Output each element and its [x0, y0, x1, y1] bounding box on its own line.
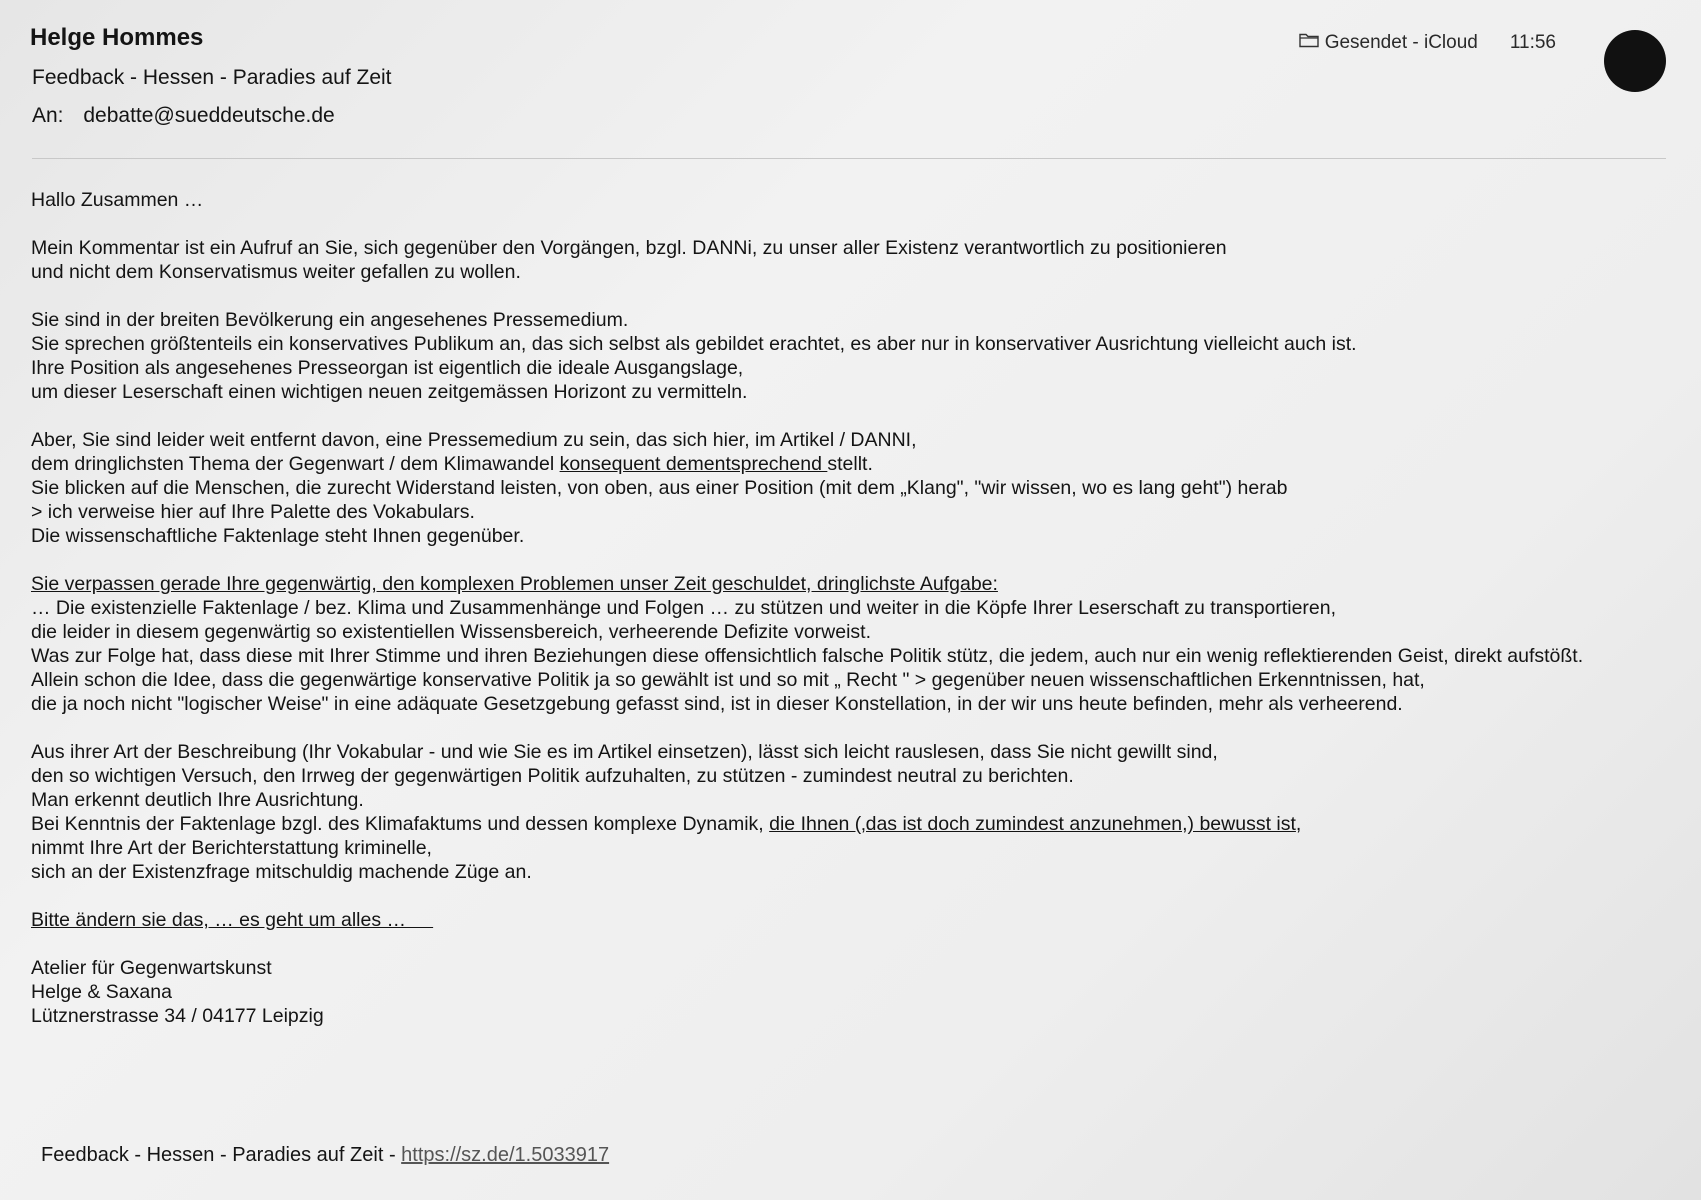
sender-name: Helge Hommes	[30, 24, 204, 51]
mail-meta	[1299, 32, 1556, 54]
paragraph-5	[31, 740, 1681, 884]
mail-subject: Feedback - Hessen - Paradies auf Zeit	[32, 66, 392, 89]
paragraph-3	[31, 428, 1681, 548]
signature-line: Atelier für Gegenwartskunst	[31, 957, 272, 979]
text-segment: Bei Kenntnis der Faktenlage bzgl. des Klimafaktums und dessen komplexe Dynamik,	[31, 813, 770, 835]
greeting: Hallo Zusammen …	[31, 189, 204, 211]
text-segment: stellt.	[827, 453, 873, 475]
text-line: Aber, Sie sind leider weit entfernt davon, eine Pressemedium zu sein, das sich hier, im Artikel / DANNI,	[31, 429, 917, 451]
mail-footer	[41, 1144, 609, 1167]
underlined-line: Sie verpassen gerade Ihre gegenwärtig, den komplexen Problemen unser Zeit geschuldet, dringlichste Aufgabe:	[31, 573, 998, 595]
recipient-label: An:	[32, 104, 64, 127]
text-segment: ,	[1295, 813, 1302, 835]
text-line	[31, 452, 1681, 476]
text-line: Allein schon die Idee, dass die gegenwärtige konservative Politik ja so gewählt ist und so mit „ Recht " > gegenüber neuen wissenschaftlichen Erkenntnissen, hat,	[31, 669, 1425, 691]
header-divider	[32, 158, 1666, 159]
article-link[interactable]: https://sz.de/1.5033917	[401, 1144, 610, 1166]
mail-time: 11:56	[1509, 32, 1556, 53]
paragraph-1	[31, 236, 1681, 284]
recipient-address[interactable]: debatte@sueddeutsche.de	[83, 104, 335, 127]
text-line: nimmt Ihre Art der Berichterstattung kriminelle,	[31, 837, 432, 859]
text-segment: dem dringlichsten Thema der Gegenwart / dem Klimawandel	[31, 453, 560, 475]
avatar	[1604, 30, 1666, 92]
text-line: um dieser Leserschaft einen wichtigen neuen zeitgemässen Horizont zu vermitteln.	[31, 381, 748, 403]
underlined-text: Bitte ändern sie das, … es geht um alles …	[31, 909, 434, 931]
closing-line	[31, 908, 1681, 932]
text-line: … Die existenzielle Faktenlage / bez. Klima und Zusammenhänge und Folgen … zu stützen und weiter in die Köpfe Ihrer Leserschaft zu transportieren,	[31, 597, 1337, 619]
text-line: > ich verweise hier auf Ihre Palette des Vokabulars.	[31, 501, 475, 523]
mail-header	[30, 24, 1671, 144]
text-line: die leider in diesem gegenwärtig so existentiellen Wissensbereich, verheerende Defizite vorweist.	[31, 621, 872, 643]
mailbox-folder[interactable]: Gesendet - iCloud	[1324, 32, 1478, 53]
text-line: und nicht dem Konservatismus weiter gefallen zu wollen.	[31, 261, 521, 283]
text-line: den so wichtigen Versuch, den Irrweg der gegenwärtigen Politik aufzuhalten, zu stützen - zumindest neutral zu berichten.	[31, 765, 1074, 787]
text-line: Man erkennt deutlich Ihre Ausrichtung.	[31, 789, 364, 811]
text-line: Sie sind in der breiten Bevölkerung ein angesehenes Pressemedium.	[31, 309, 629, 331]
text-line: Ihre Position als angesehenes Presseorgan ist eigentlich die ideale Ausgangslage,	[31, 357, 744, 379]
signature-line: Helge & Saxana	[31, 981, 172, 1003]
signature	[31, 956, 1681, 1028]
text-line: sich an der Existenzfrage mitschuldig machende Züge an.	[31, 861, 532, 883]
mail-body	[31, 188, 1681, 1052]
text-line: Was zur Folge hat, dass diese mit Ihrer Stimme und ihren Beziehungen diese offensichtlich falsche Politik stütz, die jedem, auch nur ein wenig reflektierenden Geist, direkt aufstößt.	[31, 645, 1584, 667]
paragraph-4	[31, 572, 1681, 716]
text-line: Sie sprechen größtenteils ein konservatives Publikum an, das sich selbst als gebildet erachtet, es aber nur in konservativer Ausrichtung vielleicht auch ist.	[31, 333, 1357, 355]
folder-icon	[1299, 32, 1319, 54]
text-line	[31, 812, 1681, 836]
underlined-text: konsequent dementsprechend	[559, 453, 828, 475]
footer-text: Feedback - Hessen - Paradies auf Zeit -	[41, 1144, 402, 1166]
underlined-text: die Ihnen (‚das ist doch zumindest anzunehmen,) bewusst ist	[769, 813, 1296, 835]
recipient-row	[32, 104, 335, 128]
text-line: Die wissenschaftliche Faktenlage steht Ihnen gegenüber.	[31, 525, 525, 547]
paragraph-2	[31, 308, 1681, 404]
text-line: Mein Kommentar ist ein Aufruf an Sie, sich gegenüber den Vorgängen, bzgl. DANNi, zu unser aller Existenz verantwortlich zu positionieren	[31, 237, 1227, 259]
signature-line: Lütznerstrasse 34 / 04177 Leipzig	[31, 1005, 324, 1027]
text-line: Sie blicken auf die Menschen, die zurecht Widerstand leisten, von oben, aus einer Position (mit dem „Klang", "wir wissen, wo es lang geht") herab	[31, 477, 1288, 499]
text-line: die ja noch nicht "logischer Weise" in eine adäquate Gesetzgebung gefasst sind, ist in dieser Konstellation, in der wir uns heute befinden, mehr als verheerend.	[31, 693, 1403, 715]
text-line: Aus ihrer Art der Beschreibung (Ihr Vokabular - und wie Sie es im Artikel einsetzen), lässt sich leicht rauslesen, dass Sie nicht gewillt sind,	[31, 741, 1218, 763]
